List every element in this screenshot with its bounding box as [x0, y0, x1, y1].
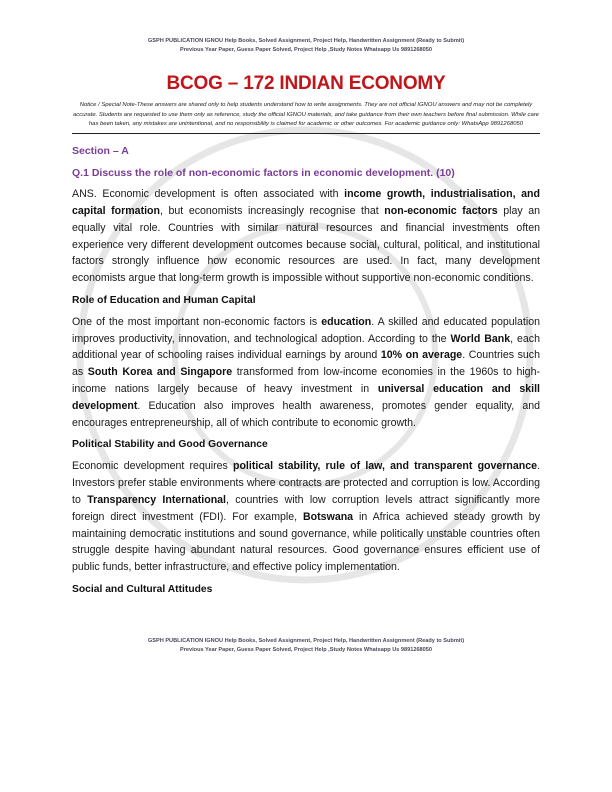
text-run: . Countries such as — [72, 349, 540, 379]
notice-text: Notice / Special Note-These answers are shared only to help students understand how to write assignments. They are not official IGNOU answers and may not be completely accurate. Students are requested to use them only as reference, study the official IGNOU materials, and take guidance from their own teachers before final submission. While care has been taken, any mistakes are unintentional, and no responsibility is claimed for academic or other outcomes. For academic guidance only: WhatsApp 9891268050 — [73, 102, 539, 128]
document-body — [72, 37, 540, 597]
bold-text: political stability, rule of law, and transparent governance — [232, 460, 538, 473]
text-run: , but economists increasingly recognise that — [160, 204, 385, 217]
bold-text: South Korea and Singapore — [87, 366, 233, 379]
subheading-education: Role of Education and Human Capital — [72, 294, 256, 306]
text-run: in Africa achieved steady growth by maintaining democratic institutions and sound governance, while politically unstable countries often struggle despite having abundant natural resources. Good governance ensures efficient use of public funds, better infrastructure, and effective policy implementation. — [72, 510, 540, 574]
education-paragraph — [72, 314, 540, 432]
bold-text: income growth, industrialisation, and capital formation — [72, 188, 540, 217]
question-heading: Q.1 Discuss the role of non-economic factors in economic development. (10) — [72, 167, 455, 180]
bold-text: World Bank — [450, 332, 511, 345]
text-run: transformed from low-income economies in the 1960s to high-income nations largely because of heavy investment in — [72, 366, 540, 396]
text-run: One of the most important non-economic factors is — [72, 315, 322, 328]
text-run: , each additional year of schooling raises individual earnings by around — [72, 332, 540, 362]
text-run: , countries with low corruption levels attract significantly more foreign direct investment (FDI). For example, — [72, 494, 540, 523]
page-header — [0, 37, 612, 54]
text-run: . Education also improves health awareness, promotes gender equality, and encourages entrepreneurship, all of which contribute to economic growth. — [72, 399, 540, 429]
bold-text: non-economic factors — [384, 204, 498, 217]
bold-text: education — [321, 315, 372, 328]
governance-paragraph — [72, 458, 540, 576]
text-run: . Investors prefer stable environments where contracts are protected and corruption is low. According to — [72, 460, 541, 507]
text-run: play an equally vital role. Countries with similar natural resources and financial investments often experience very different development outcomes because social, cultural, political, and institutional factors strongly influence how economic resources are used. In fact, many development economists argue that long-term growth is impossible without supportive non-economic conditions. — [72, 204, 540, 285]
bold-text: 10% on average — [380, 349, 463, 362]
subheading-governance: Political Stability and Good Governance — [72, 439, 268, 451]
document-title: BCOG – 172 INDIAN ECONOMY — [166, 73, 446, 94]
bold-text: Botswana — [303, 510, 354, 523]
text-run: Economic development requires — [72, 460, 233, 473]
bold-text: universal education and skill development — [72, 383, 540, 412]
text-run: . A skilled and educated population improves productivity, innovation, and technological adoption. According to the — [72, 315, 540, 345]
section-heading: Section – A — [72, 145, 129, 158]
divider — [72, 133, 540, 134]
footer-line-1: GSPH PUBLICATION IGNOU Help Books, Solved Assignment, Project Help, Handwritten Assignment (Ready to Submit) — [147, 638, 465, 645]
page-footer — [0, 637, 612, 654]
bold-text: Transparency International — [87, 494, 226, 507]
header-line-2: Previous Year Paper, Guess Paper Solved, Project Help ,Study Notes Whatsapp Us 9891268050 — [179, 46, 433, 53]
header-line-1: GSPH PUBLICATION IGNOU Help Books, Solved Assignment, Project Help, Handwritten Assignment (Ready to Submit) — [147, 38, 465, 44]
footer-line-2: Previous Year Paper, Guess Paper Solved, Project Help ,Study Notes Whatsapp Us 9891268050 — [179, 646, 433, 653]
text-run: ANS. Economic development is often associated with — [72, 188, 345, 201]
subheading-social: Social and Cultural Attitudes — [72, 584, 213, 596]
answer-intro-paragraph — [72, 186, 540, 287]
